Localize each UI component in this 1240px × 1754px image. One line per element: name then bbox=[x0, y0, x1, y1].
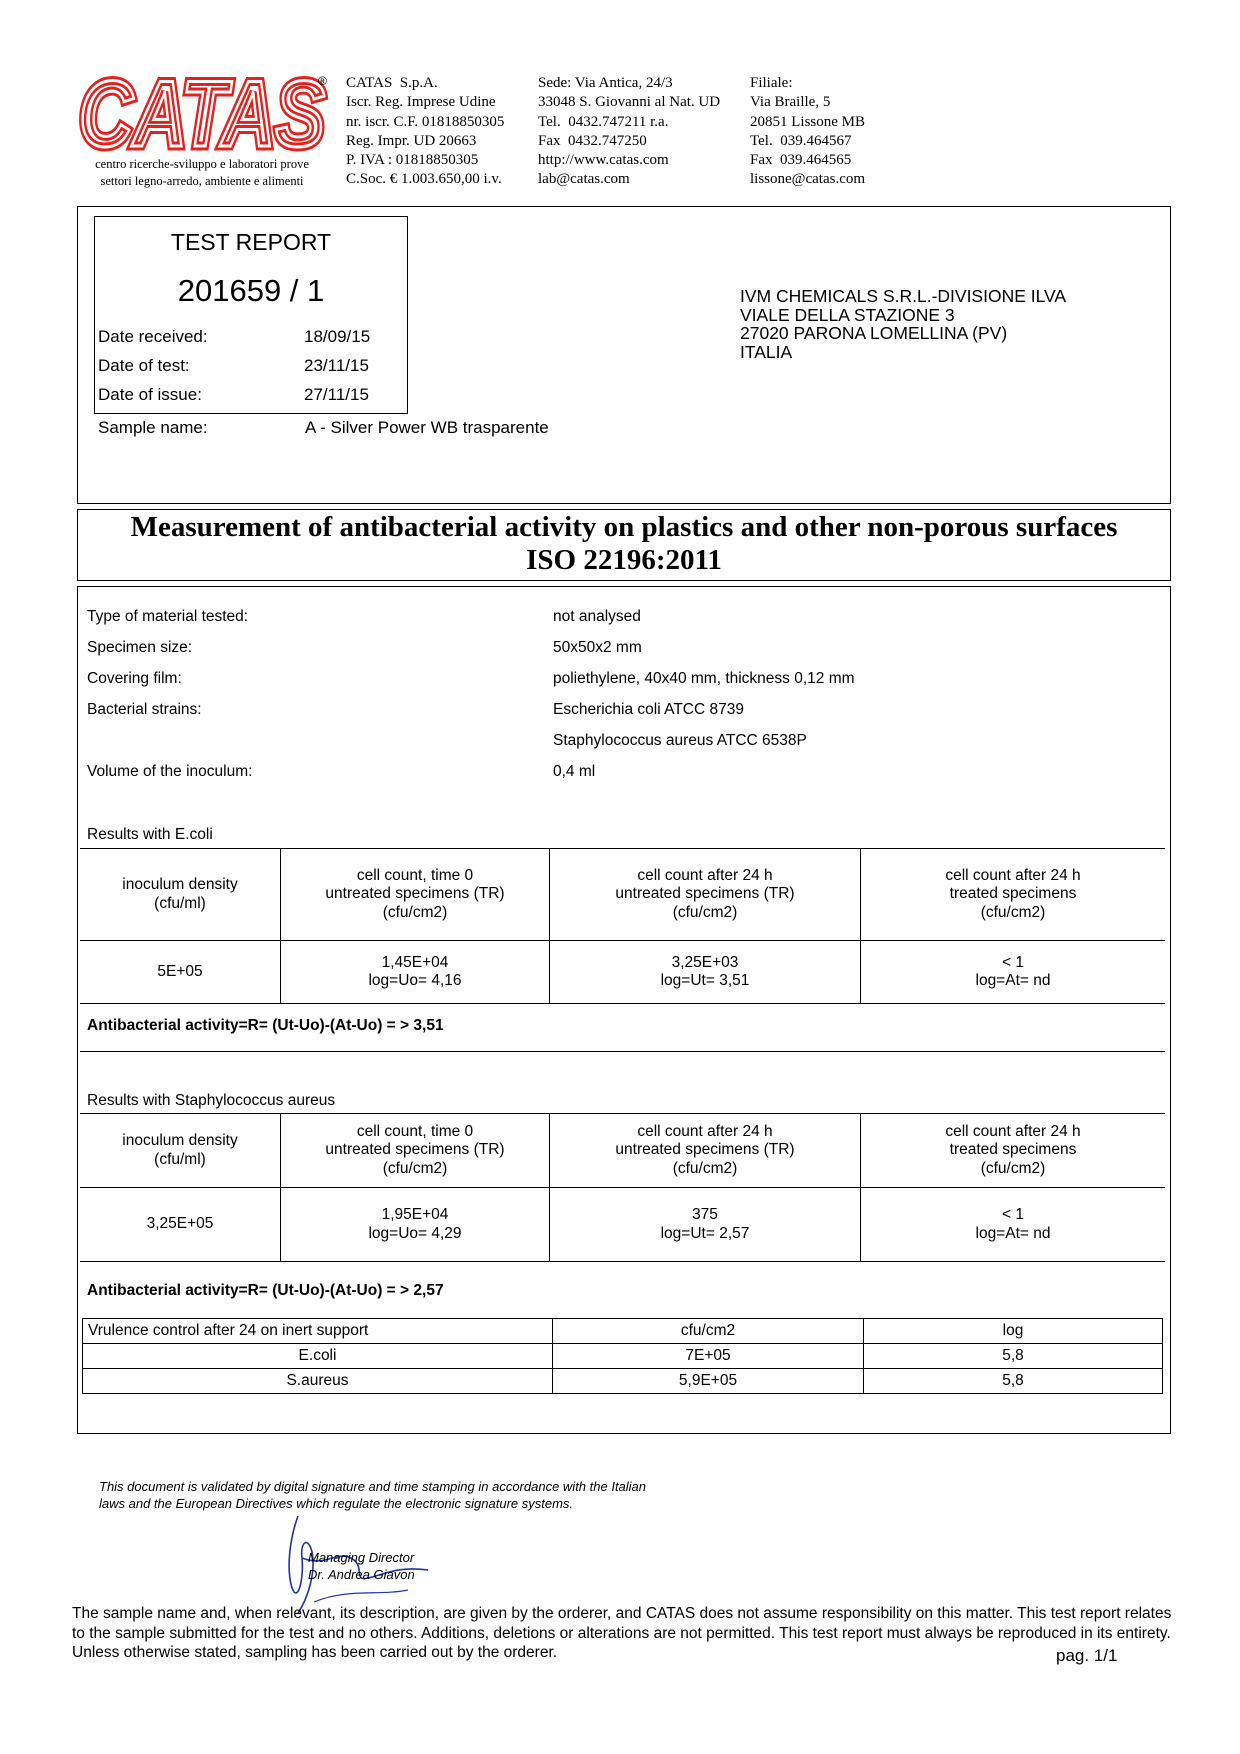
report-title: TEST REPORT bbox=[170, 229, 332, 255]
virulence-cfu: 7E+05 bbox=[553, 1344, 864, 1369]
header-count-time0: cell count, time 0 untreated specimens (TR) (cfu/cm2) bbox=[281, 849, 550, 941]
date-received-value: 18/09/15 bbox=[304, 327, 371, 346]
saureus-density: 3,25E+05 bbox=[80, 1188, 281, 1262]
header-inoculum-density: inoculum density (cfu/ml) bbox=[80, 849, 281, 941]
registered-mark: ® bbox=[318, 74, 327, 88]
header-count-24h-untreated: cell count after 24 h untreated specimens (TR) (cfu/cm2) bbox=[550, 849, 861, 941]
logo-subtitle-line: settori legno-arredo, ambiente e alimenti bbox=[100, 174, 304, 188]
catas-logo bbox=[76, 70, 328, 160]
customer-name: IVM CHEMICALS S.R.L.-DIVISIONE ILVA bbox=[740, 286, 1067, 306]
ecoli-time0: 1,45E+04 log=Uo= 4,16 bbox=[281, 941, 550, 1004]
table-header-row bbox=[80, 1114, 1165, 1188]
ecoli-results-table bbox=[80, 848, 1165, 1004]
inoculum-volume-value: 0,4 ml bbox=[553, 763, 596, 780]
saureus-antibacterial-activity: Antibacterial activity=R= (Ut-Uo)-(At-Uo) = > 2,57 bbox=[87, 1282, 444, 1299]
manager-name: Dr. Andrea Giavon bbox=[308, 1567, 415, 1582]
table-row bbox=[80, 941, 1165, 1004]
virulence-unit-header: cfu/cm2 bbox=[553, 1319, 864, 1344]
date-issue-value: 27/11/15 bbox=[304, 385, 369, 404]
virulence-log: 5,8 bbox=[864, 1369, 1163, 1394]
specimen-size-label: Specimen size: bbox=[87, 639, 193, 656]
header-count-24h-treated: cell count after 24 h treated specimens (cfu/cm2) bbox=[861, 849, 1166, 941]
company-branch: Filiale: Via Braille, 5 20851 Lissone MB Tel. 039.464567 Fax 039.464565 lissone@catas.com bbox=[750, 75, 866, 188]
virulence-log: 5,8 bbox=[864, 1344, 1163, 1369]
header-inoculum-density: inoculum density (cfu/ml) bbox=[80, 1114, 281, 1188]
virulence-log-header: log bbox=[864, 1319, 1163, 1344]
saureus-section-label: Results with Staphylococcus aureus bbox=[87, 1092, 336, 1109]
inoculum-volume-label: Volume of the inoculum: bbox=[87, 763, 253, 780]
table-row bbox=[83, 1344, 1163, 1369]
manager-title: Managing Director bbox=[308, 1550, 415, 1565]
ecoli-antibacterial-activity: Antibacterial activity=R= (Ut-Uo)-(At-Uo) = > 3,51 bbox=[87, 1017, 444, 1034]
strain-ecoli: Escherichia coli ATCC 8739 bbox=[553, 701, 744, 718]
saureus-results-table bbox=[80, 1113, 1165, 1262]
date-received-label: Date received: bbox=[98, 327, 208, 346]
date-issue-label: Date of issue: bbox=[98, 385, 202, 404]
divider bbox=[80, 1051, 1165, 1052]
saureus-untreated-24h: 375 log=Ut= 2,57 bbox=[550, 1188, 861, 1262]
table-row bbox=[83, 1369, 1163, 1394]
header-count-time0: cell count, time 0 untreated specimens (TR) (cfu/cm2) bbox=[281, 1114, 550, 1188]
digital-signature-note: This document is validated by digital signature and time stamping in accordance with the Italian laws and the European Directives which regulate the electronic signature systems. bbox=[99, 1479, 647, 1511]
report-number: 201659 / 1 bbox=[177, 273, 325, 308]
saureus-treated-24h: < 1 log=At= nd bbox=[861, 1188, 1166, 1262]
ecoli-section-label: Results with E.coli bbox=[87, 826, 213, 843]
saureus-time0: 1,95E+04 log=Uo= 4,29 bbox=[281, 1188, 550, 1262]
table-header-row bbox=[83, 1319, 1163, 1344]
virulence-cfu: 5,9E+05 bbox=[553, 1369, 864, 1394]
page-number: pag. 1/1 bbox=[1056, 1646, 1118, 1665]
customer-address bbox=[740, 287, 1066, 361]
svg-text:CATAS: CATAS bbox=[79, 70, 325, 160]
ecoli-density: 5E+05 bbox=[80, 941, 281, 1004]
ecoli-treated-24h: < 1 log=At= nd bbox=[861, 941, 1166, 1004]
covering-film-label: Covering film: bbox=[87, 670, 182, 687]
bacterial-strains-label: Bacterial strains: bbox=[87, 701, 202, 718]
table-row bbox=[80, 1188, 1165, 1262]
material-value: not analysed bbox=[553, 608, 641, 625]
ecoli-untreated-24h: 3,25E+03 log=Ut= 3,51 bbox=[550, 941, 861, 1004]
virulence-strain: S.aureus bbox=[83, 1369, 553, 1394]
strain-saureus: Staphylococcus aureus ATCC 6538P bbox=[553, 732, 807, 749]
header-count-24h-treated: cell count after 24 h treated specimens (cfu/cm2) bbox=[861, 1114, 1166, 1188]
logo-subtitle-line: centro ricerche-sviluppo e laboratori prove bbox=[95, 157, 309, 171]
virulence-header: Vrulence control after 24 on inert support bbox=[83, 1319, 553, 1344]
material-label: Type of material tested: bbox=[87, 608, 249, 625]
sample-name-value: A - Silver Power WB trasparente bbox=[305, 418, 549, 437]
date-test-value: 23/11/15 bbox=[304, 356, 369, 375]
disclaimer: The sample name and, when relevant, its description, are given by the orderer, and CATAS does not assume responsibility on this matter. This test report relates to the sample submitted for the test and no others. Additions, deletions or alterations are not permitted. This test report must always be reproduced in its entirety. Unless otherwise stated, sampling has been carried out by the orderer. bbox=[72, 1605, 1172, 1662]
header-count-24h-untreated: cell count after 24 h untreated specimens (TR) (cfu/cm2) bbox=[550, 1114, 861, 1188]
specimen-size-value: 50x50x2 mm bbox=[553, 639, 642, 656]
company-headquarters: Sede: Via Antica, 24/3 33048 S. Giovanni al Nat. UD Tel. 0432.747211 r.a. Fax 0432.747250 http://www.catas.com lab@catas.com bbox=[538, 75, 721, 188]
managing-director bbox=[308, 1549, 415, 1583]
virulence-strain: E.coli bbox=[83, 1344, 553, 1369]
customer-street: VIALE DELLA STAZIONE 3 bbox=[740, 304, 955, 325]
virulence-control-table bbox=[82, 1318, 1163, 1394]
svg-text:CATAS: CATAS bbox=[79, 70, 325, 160]
document-title bbox=[77, 509, 1171, 577]
table-header-row bbox=[80, 849, 1165, 941]
company-registration: CATAS S.p.A. Iscr. Reg. Imprese Udine nr. iscr. C.F. 01818850305 Reg. Impr. UD 20663 P. IVA : 01818850305 C.Soc. € 1.003.650,00 i.v. bbox=[346, 75, 505, 188]
document-title-line: Measurement of antibacterial activity on plastics and other non-porous surfaces bbox=[130, 511, 1118, 543]
logo-subtitle bbox=[72, 156, 332, 190]
standard-reference: ISO 22196:2011 bbox=[526, 544, 722, 576]
sample-name-label: Sample name: bbox=[98, 418, 208, 437]
customer-city: 27020 PARONA LOMELLINA (PV) bbox=[740, 323, 1008, 343]
customer-country: ITALIA bbox=[740, 341, 793, 362]
date-test-label: Date of test: bbox=[98, 356, 190, 375]
covering-film-value: poliethylene, 40x40 mm, thickness 0,12 mm bbox=[553, 670, 855, 687]
